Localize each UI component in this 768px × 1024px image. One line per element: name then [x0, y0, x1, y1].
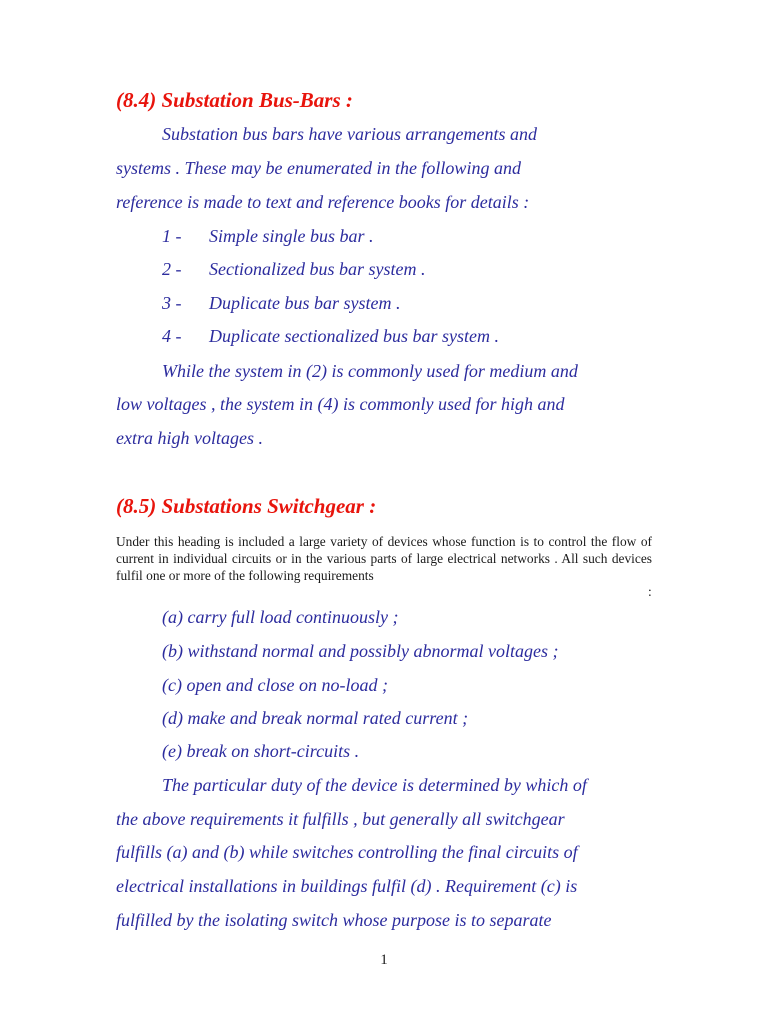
list-number: 4 - [162, 326, 182, 346]
paragraph-line: reference is made to text and reference books for details : [116, 192, 530, 212]
plain-paragraph: Under this heading is included a large variety of devices whose function is to control the flow of current in individual circuits or in the various parts of large electrical networks . All such devices fulfil one or more of the following requirements [116, 534, 652, 583]
list-number: 1 - [162, 226, 182, 246]
requirement-item: (d) make and break normal rated current ; [162, 708, 469, 728]
page-number: 1 [380, 952, 388, 968]
list-text: Duplicate bus bar system . [209, 293, 401, 313]
plain-paragraph-trailing: : [648, 584, 652, 599]
paragraph-line: the above requirements it fulfills , but generally all switchgear [116, 809, 565, 829]
paragraph-line: systems . These may be enumerated in the following and [116, 158, 521, 178]
list-number: 2 - [162, 259, 182, 279]
paragraph-line: extra high voltages . [116, 428, 263, 448]
requirement-item: (b) withstand normal and possibly abnormal voltages ; [162, 641, 559, 661]
list-text: Sectionalized bus bar system . [209, 259, 426, 279]
requirement-item: (e) break on short-circuits . [162, 741, 360, 761]
section-heading-8-4: (8.4) Substation Bus-Bars : [116, 88, 353, 112]
paragraph-line: fulfilled by the isolating switch whose purpose is to separate [116, 910, 552, 930]
paragraph-line: low voltages , the system in (4) is commonly used for high and [116, 394, 565, 414]
requirement-item: (a) carry full load continuously ; [162, 607, 399, 627]
list-number: 3 - [162, 293, 182, 313]
list-text: Simple single bus bar . [209, 226, 374, 246]
paragraph-line: electrical installations in buildings fulfil (d) . Requirement (c) is [116, 876, 578, 896]
paragraph-line: The particular duty of the device is determined by which of [162, 775, 587, 795]
paragraph-line: Substation bus bars have various arrangements and [162, 124, 537, 144]
section-heading-8-5: (8.5) Substations Switchgear : [116, 494, 377, 518]
list-text: Duplicate sectionalized bus bar system . [209, 326, 499, 346]
paragraph-line: fulfills (a) and (b) while switches controlling the final circuits of [116, 842, 578, 862]
requirement-item: (c) open and close on no-load ; [162, 675, 388, 695]
paragraph-line: While the system in (2) is commonly used for medium and [162, 361, 578, 381]
